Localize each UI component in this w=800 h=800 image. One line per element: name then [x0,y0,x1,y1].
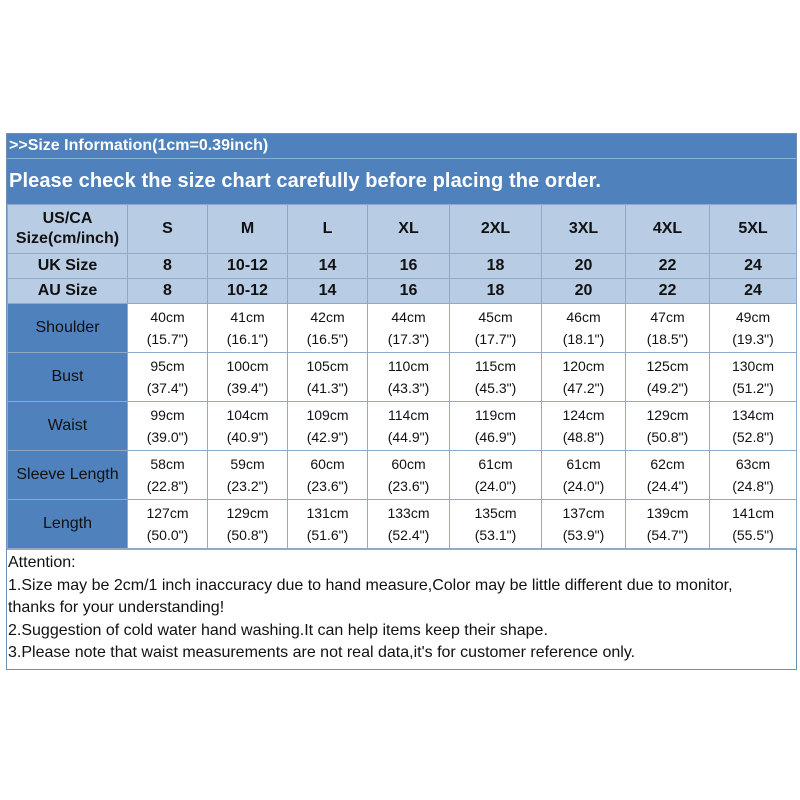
inch-value: (51.2") [732,380,774,396]
inch-value: (23.6") [306,478,349,494]
measurement-cell [710,402,797,451]
measurement-cell [542,451,626,500]
cm-value: 124cm [562,407,605,423]
measurement-cell [368,353,450,402]
measurement-cell [626,500,710,549]
measurement-cell [288,402,368,451]
cm-value: 129cm [226,505,269,521]
inch-value: (41.3") [306,380,349,396]
uk-size-cell: 14 [288,254,368,279]
cm-value: 45cm [478,309,513,325]
us-size-row [8,205,797,254]
uk-size-row [8,254,797,279]
inch-value: (52.4") [387,527,430,543]
inch-value: (19.3") [732,331,774,347]
cm-value: 134cm [731,407,775,423]
inch-value: (15.7") [146,331,189,347]
attention-notes [7,549,796,669]
cm-value: 135cm [474,505,517,521]
cm-value: 137cm [562,505,605,521]
cm-value: 63cm [735,456,771,472]
cm-value: 100cm [226,358,269,374]
au-size-cell: 18 [450,279,542,304]
measurement-cell [208,304,288,353]
cm-value: 129cm [646,407,689,423]
inch-value: (17.3") [387,331,430,347]
inch-value: (55.5") [732,527,774,543]
measurement-cell [288,500,368,549]
inch-value: (16.5") [306,331,349,347]
uk-size-cell: 22 [626,254,710,279]
cm-value: 61cm [478,456,513,472]
us-size-label [8,205,128,254]
inch-value: (39.0") [146,429,189,445]
inch-value: (50.0") [146,527,189,543]
measurement-cell [208,500,288,549]
measurement-cell [288,353,368,402]
cm-value: 115cm [475,358,516,374]
au-size-cell: 14 [288,279,368,304]
measurement-rows [8,304,797,549]
measurement-cell [208,402,288,451]
order-notice: Please check the size chart carefully before placing the order. [9,170,602,192]
measurement-cell [710,304,797,353]
measurement-row [8,500,797,549]
measurement-row [8,451,797,500]
cm-value: 40cm [150,309,185,325]
measurement-cell [542,353,626,402]
inch-value: (37.4") [146,380,189,396]
us-size-cell: 4XL [626,205,710,254]
measurement-cell [626,304,710,353]
measurement-cell [368,304,450,353]
size-table [7,204,797,549]
measurement-cell [450,500,542,549]
measurement-row [8,353,797,402]
chart-banner [7,134,796,204]
cm-value: 59cm [230,456,265,472]
inch-value: (24.0") [474,478,517,494]
cm-value: 141cm [731,505,775,521]
cm-value: 110cm [388,358,429,374]
uk-size-cell: 18 [450,254,542,279]
inch-value: (53.1") [474,527,517,543]
cm-value: 95cm [150,358,185,374]
au-size-cell: 24 [710,279,797,304]
inch-value: (17.7") [474,331,517,347]
inch-value: (24.4") [646,478,689,494]
au-size-cell: 10-12 [208,279,288,304]
inch-value: (23.6") [387,478,430,494]
inch-value: (39.4") [226,380,269,396]
cm-value: 105cm [306,358,349,374]
au-size-cell: 22 [626,279,710,304]
measurement-cell [288,304,368,353]
cm-value: 61cm [566,456,601,472]
measurement-cell [288,451,368,500]
attention-line: thanks for your understanding! [8,599,225,616]
attention-line: 1.Size may be 2cm/1 inch inaccuracy due to hand measure,Color may be little different due to monitor, [8,576,733,594]
measurement-cell [450,402,542,451]
au-size-cell: 16 [368,279,450,304]
inch-value: (54.7") [646,527,689,543]
measurement-cell [208,353,288,402]
uk-size-cell: 20 [542,254,626,279]
us-size-cell: XL [368,205,450,254]
au-size-label: AU Size [8,279,128,304]
cm-value: 109cm [306,407,349,423]
inch-value: (18.5") [646,331,689,347]
us-size-label-line1: US/CA [42,210,93,227]
inch-value: (18.1") [562,331,605,347]
inch-value: (46.9") [474,429,517,445]
measurement-cell [710,353,797,402]
cm-value: 42cm [310,309,345,325]
measurement-cell [542,402,626,451]
measurement-cell [368,500,450,549]
au-size-row [8,279,797,304]
measurement-cell [368,402,450,451]
uk-size-cell: 16 [368,254,450,279]
inch-value: (50.8") [646,429,689,445]
cm-value: 47cm [650,309,685,325]
inch-value: (52.8") [732,429,774,445]
measurement-cell [710,500,797,549]
cm-value: 130cm [731,358,775,374]
size-chart [6,133,797,670]
measurement-cell [368,451,450,500]
cm-value: 46cm [566,309,601,325]
inch-value: (23.2") [226,478,269,494]
inch-value: (48.8") [562,429,605,445]
inch-value: (43.3") [387,380,430,396]
measurement-cell [542,304,626,353]
measurement-row [8,402,797,451]
inch-value: (50.8") [226,527,269,543]
measurement-cell [128,304,208,353]
au-size-cell: 20 [542,279,626,304]
uk-size-cell: 24 [710,254,797,279]
measurement-cell [128,402,208,451]
attention-line: 3.Please note that waist measurements are not real data,it's for customer reference only. [8,644,636,661]
au-size-cell: 8 [128,279,208,304]
measurement-cell [128,353,208,402]
size-info-heading: >>Size Information(1cm=0.39inch) [7,134,796,159]
inch-value: (24.0") [562,478,605,494]
cm-value: 60cm [310,456,345,472]
cm-value: 131cm [306,505,349,521]
measurement-cell [208,451,288,500]
attention-title: Attention: [8,554,76,571]
cm-value: 119cm [475,407,516,423]
inch-value: (49.2") [646,380,689,396]
measurement-cell [542,500,626,549]
uk-size-label: UK Size [8,254,128,279]
cm-value: 58cm [150,456,185,472]
cm-value: 41cm [230,309,265,325]
measurement-cell [626,402,710,451]
inch-value: (16.1") [226,331,269,347]
inch-value: (51.6") [306,527,349,543]
measurement-cell [626,353,710,402]
cm-value: 133cm [387,505,430,521]
measurement-cell [626,451,710,500]
measurement-label: Shoulder [8,304,128,353]
measurement-cell [710,451,797,500]
measurement-label: Waist [8,402,128,451]
inch-value: (47.2") [562,380,605,396]
measurement-cell [450,353,542,402]
measurement-cell [128,500,208,549]
cm-value: 125cm [646,358,689,374]
measurement-cell [450,304,542,353]
uk-size-cell: 10-12 [208,254,288,279]
inch-value: (44.9") [387,429,430,445]
measurement-cell [450,451,542,500]
cm-value: 104cm [226,407,269,423]
us-size-cell: 3XL [542,205,626,254]
attention-line: 2.Suggestion of cold water hand washing.It can help items keep their shape. [8,621,548,639]
cm-value: 99cm [150,407,185,423]
measurement-cell [128,451,208,500]
cm-value: 62cm [650,456,685,472]
us-size-cell: 5XL [710,205,797,254]
measurement-label: Sleeve Length [8,451,128,500]
cm-value: 49cm [735,309,771,325]
cm-value: 127cm [146,505,189,521]
cm-value: 60cm [391,456,426,472]
inch-value: (53.9") [562,527,605,543]
inch-value: (22.8") [146,478,189,494]
cm-value: 139cm [646,505,689,521]
us-size-cell: L [288,205,368,254]
us-size-cell: M [208,205,288,254]
inch-value: (45.3") [474,380,517,396]
cm-value: 120cm [562,358,605,374]
us-size-cell: 2XL [450,205,542,254]
cm-value: 114cm [388,407,429,423]
measurement-row [8,304,797,353]
inch-value: (24.8") [732,478,774,494]
cm-value: 44cm [391,309,426,325]
us-size-cell: S [128,205,208,254]
inch-value: (42.9") [306,429,349,445]
inch-value: (40.9") [226,429,269,445]
uk-size-cell: 8 [128,254,208,279]
us-size-label-line2: Size(cm/inch) [15,230,120,247]
measurement-label: Length [8,500,128,549]
measurement-label: Bust [8,353,128,402]
